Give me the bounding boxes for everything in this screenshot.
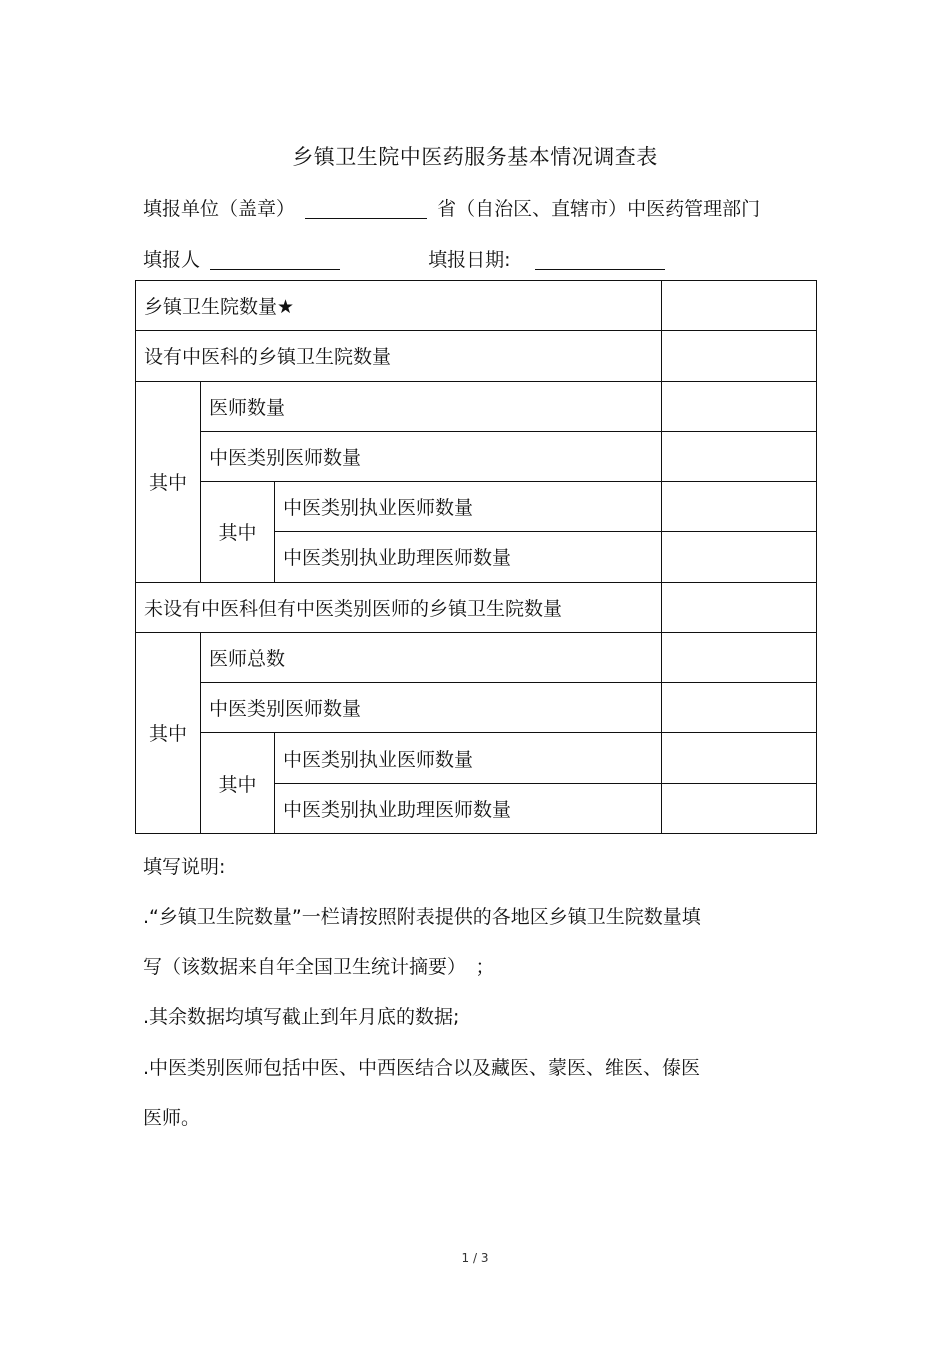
g2-assistant-label: 中医类别执业助理医师数量	[275, 783, 662, 833]
g1-licensed-value[interactable]	[662, 482, 817, 532]
table-row	[136, 632, 817, 682]
filler-line	[143, 245, 669, 272]
filler-label: 填报人	[143, 249, 201, 271]
g2-sub-label: 其中	[201, 733, 275, 834]
unit-line	[143, 194, 760, 221]
g2-doctors-label: 医师总数	[201, 632, 662, 682]
g1-assistant-value[interactable]	[662, 532, 817, 582]
g2-doctors-value[interactable]	[662, 632, 817, 682]
table-row	[136, 381, 817, 431]
table-row	[136, 582, 817, 632]
g2-licensed-label: 中医类别执业医师数量	[275, 733, 662, 783]
table-row	[136, 482, 817, 532]
row-without-dept-label: 未设有中医科但有中医类别医师的乡镇卫生院数量	[136, 582, 662, 632]
row-without-dept-value[interactable]	[662, 582, 817, 632]
table-row	[136, 683, 817, 733]
g2-assistant-value[interactable]	[662, 783, 817, 833]
row-total-value[interactable]	[662, 281, 817, 331]
g2-licensed-value[interactable]	[662, 733, 817, 783]
notes-heading: 填写说明:	[143, 856, 226, 878]
date-blank[interactable]	[535, 249, 665, 270]
table-row	[136, 733, 817, 783]
row-with-dept-value[interactable]	[662, 331, 817, 381]
g2-tcm-doctors-value[interactable]	[662, 683, 817, 733]
filler-blank[interactable]	[210, 249, 340, 270]
survey-table	[135, 280, 817, 834]
g1-assistant-label: 中医类别执业助理医师数量	[275, 532, 662, 582]
g1-sub-label: 其中	[201, 482, 275, 583]
page-title: 乡镇卫生院中医药服务基本情况调查表	[292, 145, 658, 169]
note-line-3: .其余数据均填写截止到年月底的数据;	[143, 1006, 460, 1028]
group1-label: 其中	[136, 381, 201, 582]
note-line-2: 写（该数据来自年全国卫生统计摘要） ；	[143, 956, 495, 978]
unit-blank[interactable]	[305, 198, 427, 219]
g1-licensed-label: 中医类别执业医师数量	[275, 482, 662, 532]
unit-label: 填报单位（盖章）	[143, 198, 296, 220]
date-label: 填报日期:	[428, 249, 511, 271]
table-row	[136, 281, 817, 331]
table-row	[136, 431, 817, 481]
note-line-4: .中医类别医师包括中医、中西医结合以及藏医、蒙医、维医、傣医	[143, 1057, 701, 1079]
g1-tcm-doctors-value[interactable]	[662, 431, 817, 481]
g1-doctors-value[interactable]	[662, 381, 817, 431]
group2-label: 其中	[136, 632, 201, 833]
row-total-label: 乡镇卫生院数量★	[136, 281, 662, 331]
row-with-dept-label: 设有中医科的乡镇卫生院数量	[136, 331, 662, 381]
unit-suffix: 省（自治区、直辖市）中医药管理部门	[437, 198, 761, 220]
g1-doctors-label: 医师数量	[201, 381, 662, 431]
table-row	[136, 331, 817, 381]
note-line-5: 医师。	[143, 1107, 201, 1129]
g2-tcm-doctors-label: 中医类别医师数量	[201, 683, 662, 733]
note-line-1: .“乡镇卫生院数量”一栏请按照附表提供的各地区乡镇卫生院数量填	[143, 906, 701, 928]
page-number: 1 / 3	[461, 1251, 489, 1265]
g1-tcm-doctors-label: 中医类别医师数量	[201, 431, 662, 481]
